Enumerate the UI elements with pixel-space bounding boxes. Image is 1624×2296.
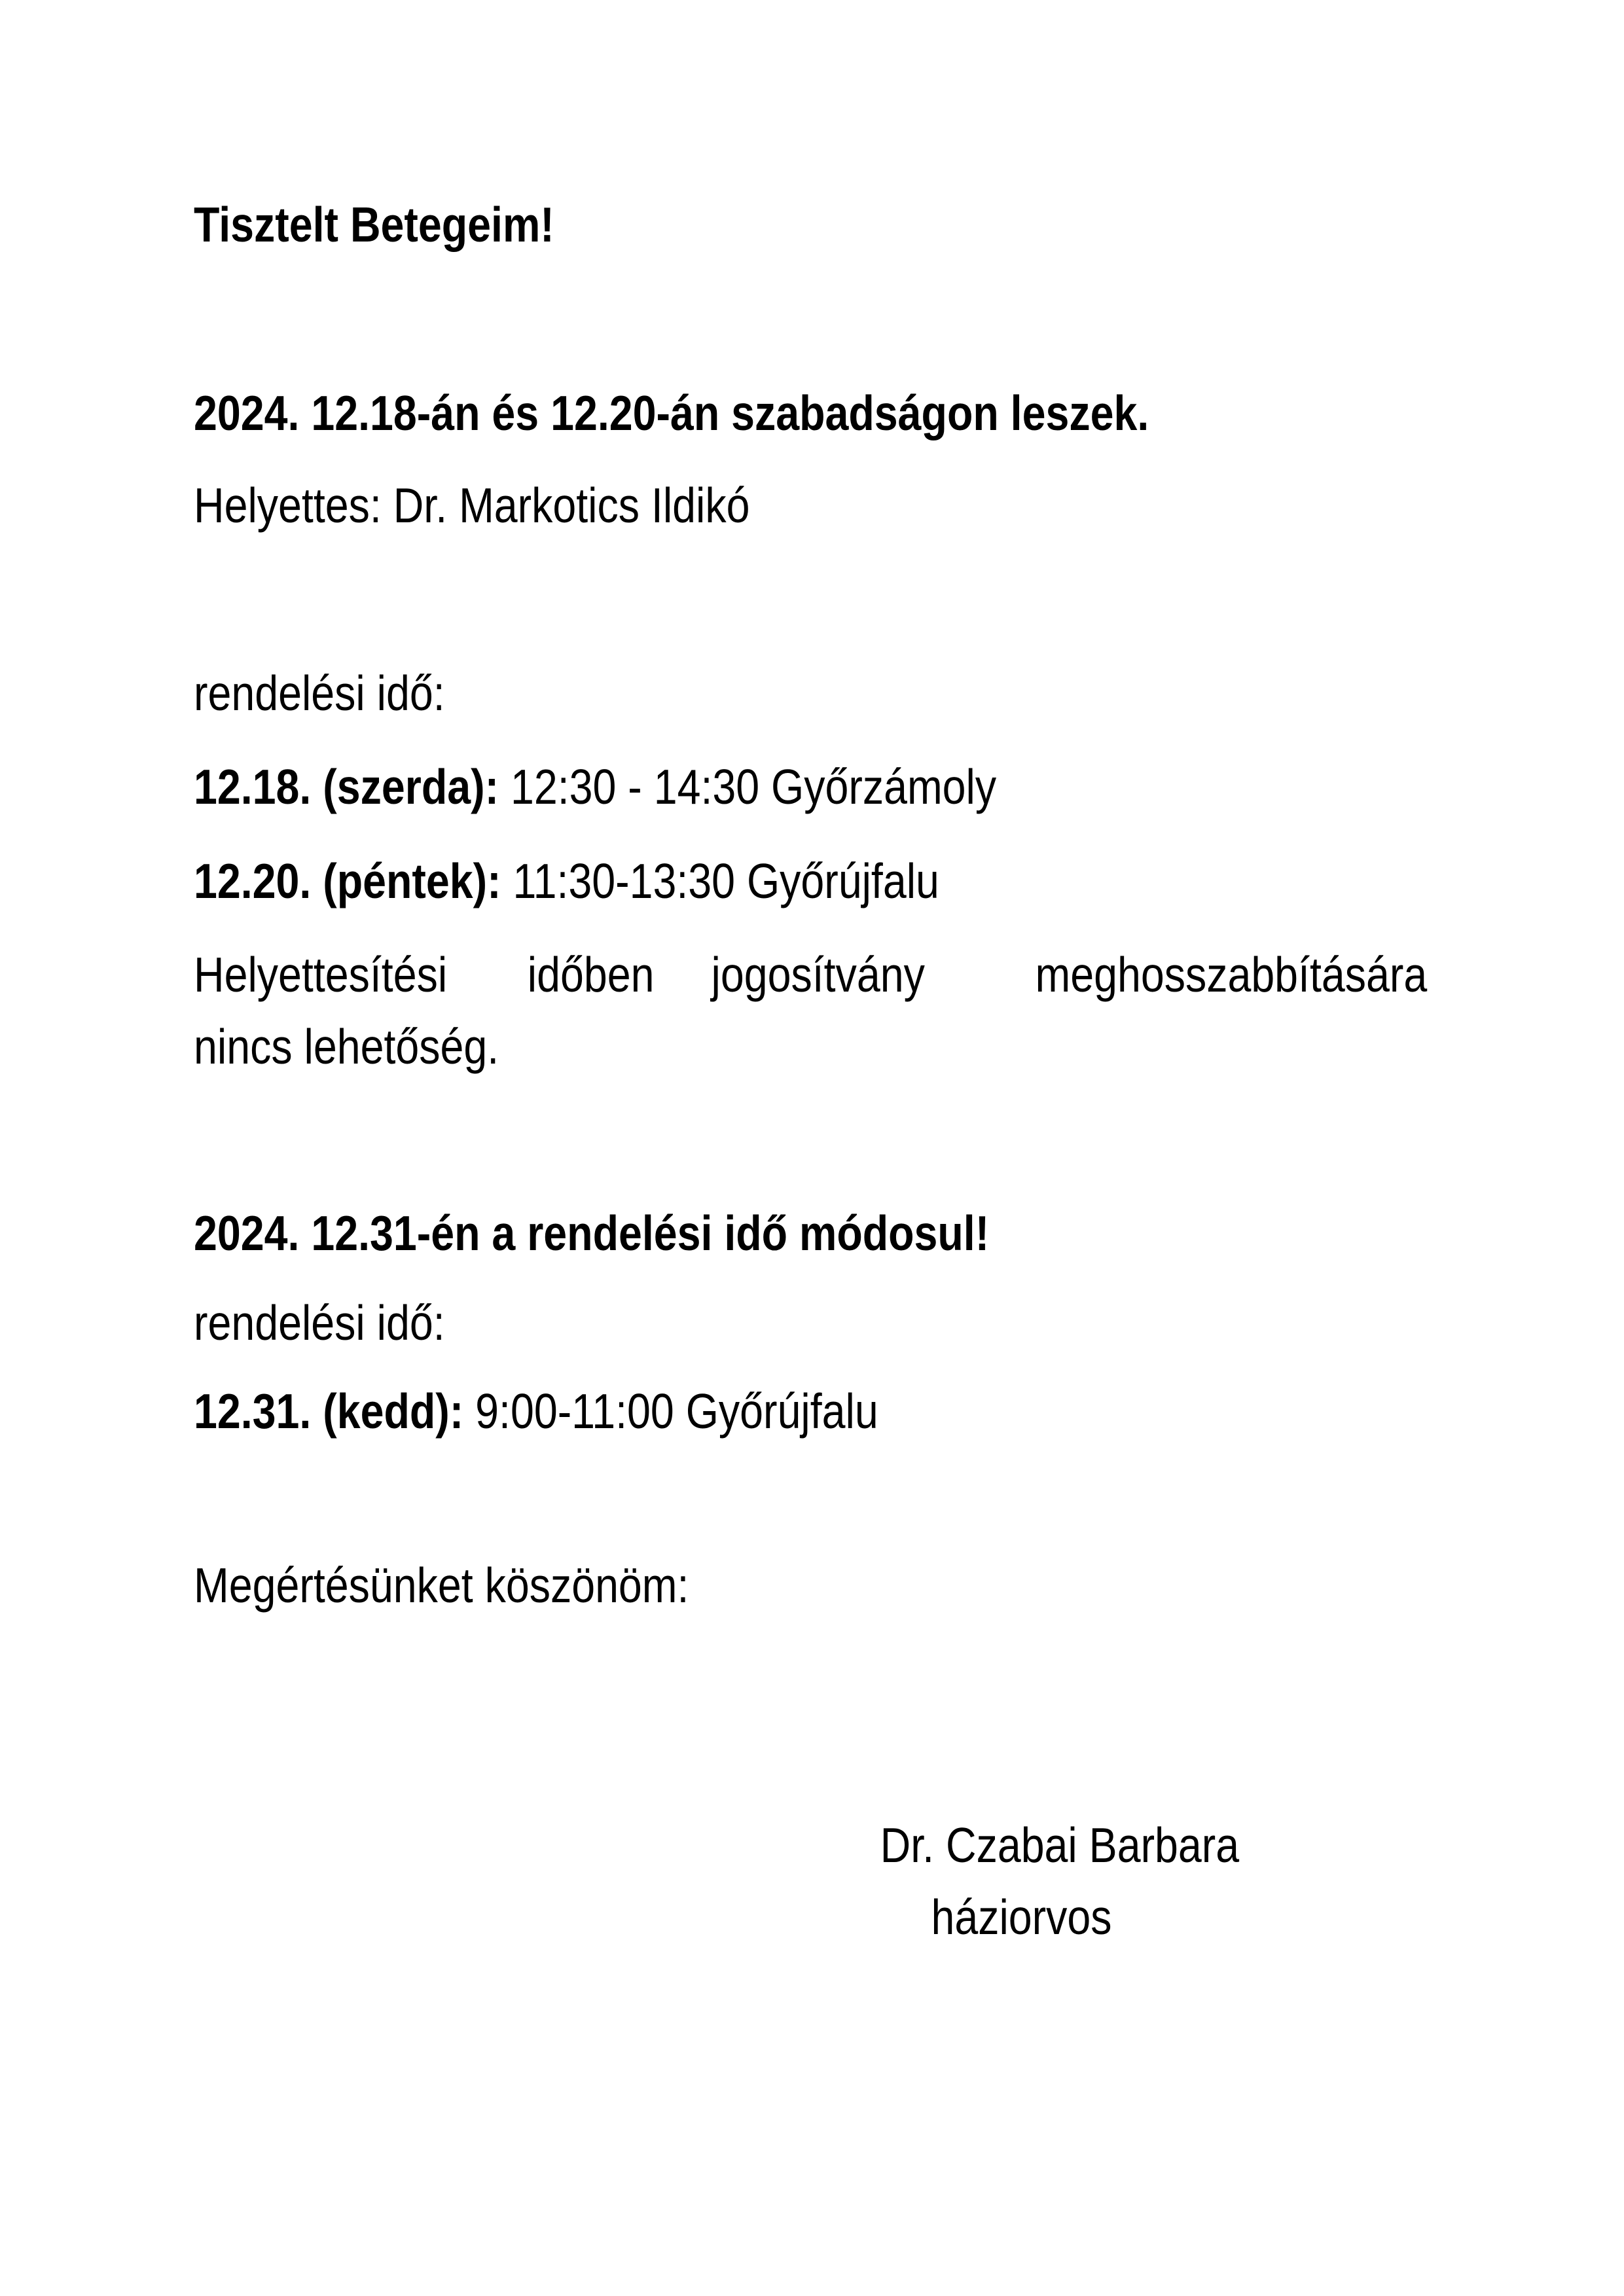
greeting bbox=[194, 197, 554, 252]
signature-name bbox=[851, 1818, 1240, 1873]
greeting-text: Tisztelt Betegeim! bbox=[194, 197, 554, 252]
license-note-line2 bbox=[194, 1019, 499, 1074]
closing-text: Megértésünket köszönöm: bbox=[194, 1558, 689, 1613]
hours-label-1 bbox=[194, 666, 445, 721]
schedule-row bbox=[194, 853, 939, 908]
section2-headline bbox=[194, 1206, 990, 1261]
schedule-place: Győrújfalu bbox=[685, 1384, 878, 1439]
signature-title-text: háziorvos bbox=[930, 1890, 1112, 1945]
substitute-line bbox=[194, 478, 750, 533]
schedule-time: 11:30-13:30 bbox=[513, 853, 736, 908]
schedule-row bbox=[194, 1384, 878, 1439]
schedule-row bbox=[194, 759, 997, 814]
vacation-headline: 2024. 12.18-án és 12.20-án szabadságon leszek. bbox=[194, 386, 1149, 440]
schedule-date: 12.20. (péntek): bbox=[194, 853, 501, 908]
note-word: Helyettesítési bbox=[194, 947, 448, 1002]
hours-change-headline: 2024. 12.31-én a rendelési idő módosul! bbox=[194, 1206, 990, 1261]
substitute-label: Helyettes: bbox=[194, 478, 382, 533]
signature-title bbox=[851, 1890, 1191, 1945]
hours-label-text: rendelési idő: bbox=[194, 1295, 445, 1350]
schedule-date: 12.31. (kedd): bbox=[194, 1384, 464, 1439]
section1-headline bbox=[194, 386, 1149, 440]
schedule-date: 12.18. (szerda): bbox=[194, 759, 499, 814]
substitute-name: Dr. Markotics Ildikó bbox=[393, 478, 750, 533]
note-word: meghosszabbítására bbox=[1035, 947, 1427, 1002]
schedule-place: Győrzámoly bbox=[771, 759, 997, 814]
hours-label-text: rendelési idő: bbox=[194, 666, 445, 721]
schedule-time: 9:00-11:00 bbox=[475, 1384, 674, 1439]
note-word: időben bbox=[528, 947, 655, 1002]
schedule-time: 12:30 - 14:30 bbox=[510, 759, 760, 814]
license-note-line1 bbox=[194, 947, 1427, 1002]
schedule-place: Győrújfalu bbox=[746, 853, 939, 908]
closing bbox=[194, 1558, 689, 1613]
note-line2-text: nincs lehetőség. bbox=[194, 1019, 499, 1074]
signature-name-text: Dr. Czabai Barbara bbox=[880, 1818, 1240, 1873]
note-word: jogosítvány bbox=[711, 947, 925, 1002]
hours-label-2 bbox=[194, 1295, 445, 1350]
